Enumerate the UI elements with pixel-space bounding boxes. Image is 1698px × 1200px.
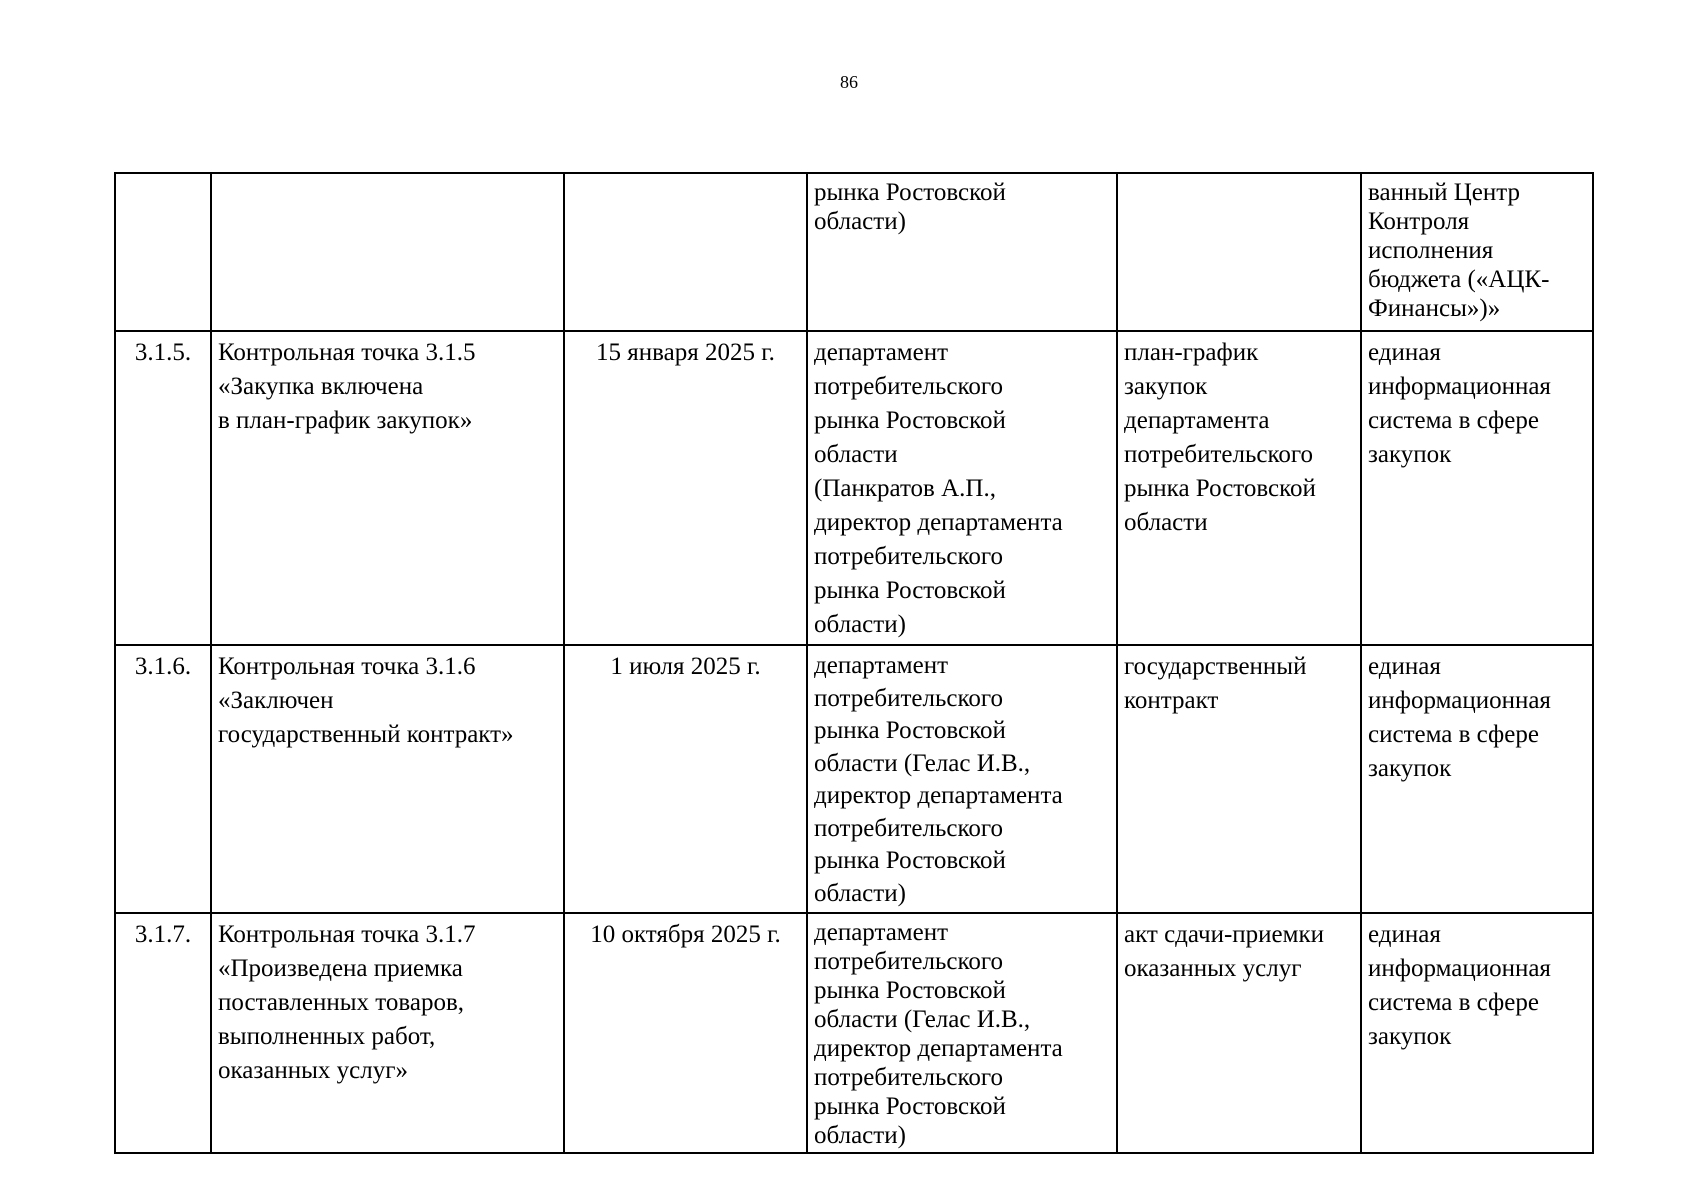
control-point-name-cell: Контрольная точка 3.1.5 «Закупка включена в план-график закупок» xyxy=(211,331,564,645)
table-row xyxy=(115,331,1593,645)
control-point-name-cell: Контрольная точка 3.1.6 «Заключен государственный контракт» xyxy=(211,645,564,913)
deadline-cell xyxy=(564,173,807,331)
document-cell: план-график закупок департамента потребительского рынка Ростовской области xyxy=(1117,331,1361,645)
document-cell: государственный контракт xyxy=(1117,645,1361,913)
deadline-cell: 10 октября 2025 г. xyxy=(564,913,807,1153)
information-system-cell: единая информационная система в сфере закупок xyxy=(1361,645,1593,913)
document-cell: акт сдачи-приемки оказанных услуг xyxy=(1117,913,1361,1153)
row-number-cell: 3.1.6. xyxy=(115,645,211,913)
row-number-cell: 3.1.5. xyxy=(115,331,211,645)
information-system-cell: единая информационная система в сфере закупок xyxy=(1361,913,1593,1153)
control-points-table xyxy=(114,172,1594,1154)
control-point-name-cell xyxy=(211,173,564,331)
information-system-cell: единая информационная система в сфере закупок xyxy=(1361,331,1593,645)
row-number-cell: 3.1.7. xyxy=(115,913,211,1153)
responsible-cell: департамент потребительского рынка Ростовской области (Гелас И.В., директор департамента потребительского рынка Ростовской области) xyxy=(807,913,1117,1153)
control-point-name-cell: Контрольная точка 3.1.7 «Произведена приемка поставленных товаров, выполненных работ, оказанных услуг» xyxy=(211,913,564,1153)
table-row xyxy=(115,913,1593,1153)
responsible-cell: департамент потребительского рынка Ростовской области (Гелас И.В., директор департамента потребительского рынка Ростовской области) xyxy=(807,645,1117,913)
row-number-cell xyxy=(115,173,211,331)
table-row xyxy=(115,645,1593,913)
table-row xyxy=(115,173,1593,331)
deadline-cell: 1 июля 2025 г. xyxy=(564,645,807,913)
responsible-cell: рынка Ростовской области) xyxy=(807,173,1117,331)
information-system-cell: ванный Центр Контроля исполнения бюджета («АЦК- Финансы»)» xyxy=(1361,173,1593,331)
document-cell xyxy=(1117,173,1361,331)
responsible-cell: департамент потребительского рынка Ростовской области (Панкратов А.П., директор департамента потребительского рынка Ростовской области) xyxy=(807,331,1117,645)
deadline-cell: 15 января 2025 г. xyxy=(564,331,807,645)
page-number: 86 xyxy=(840,72,858,92)
